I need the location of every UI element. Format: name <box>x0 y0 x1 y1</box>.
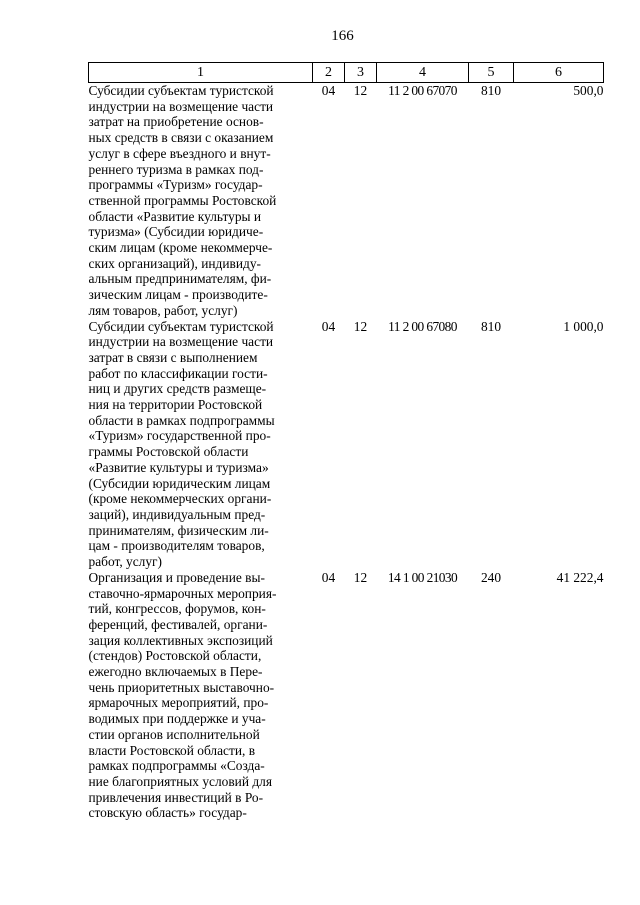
budget-table <box>88 62 604 821</box>
row-expense-type: 810 <box>480 83 502 98</box>
row-target-article: 11 2 00 67080 <box>388 318 457 334</box>
row-target-article: 14 1 00 21030 <box>387 569 458 585</box>
row-description: Организация и проведение вы- ставочно-ярмарочных мероприя- тий, конгрессов, форумов, кон- ференций, фестивалей, органи- зация коллективных экспозиций (стендов) Ростовской области, ежегодно включаемых в Пере- чень приоритетных выставочно- ярмарочных мероприятий, про- водимых при поддержке и уча- стии органов исполнительной власти Ростовской области, в рамках подпрограммы «Созда- ние благоприятных условий для привлечения инвестиций в Ро- стовскую область» государ- <box>88 569 277 821</box>
row-description: Субсидии субъектам туристской индустрии на возмещение части затрат на приобретение основ- ных средств в связи с оказанием услуг в сфере въездного и внут- реннего туризма в рамках под- программы «Туризм» государ- ственной программы Ростовской области «Развитие культуры и туризма» (Субсидии юридиче- ским лицам (кроме некоммерче- ских организаций), индивиду- альным предпринимателям, фи- зическим лицам - производите- лям товаров, работ, услуг) <box>88 83 277 318</box>
row-amount: 41 222,4 <box>556 569 604 585</box>
row-subsection: 12 <box>353 318 368 334</box>
row-expense-type: 240 <box>480 569 502 585</box>
row-subsection: 12 <box>353 83 368 98</box>
row-section: 04 <box>321 318 336 334</box>
column-header-section: 2 <box>313 63 345 83</box>
column-header-expense-type: 5 <box>469 63 514 83</box>
row-section: 04 <box>321 83 336 98</box>
table-header-row <box>89 63 604 83</box>
row-amount: 1 000,0 <box>563 318 604 334</box>
table-row <box>89 570 604 821</box>
column-header-name: 1 <box>89 63 313 83</box>
page-number: 166 <box>331 28 354 44</box>
column-header-subsection: 3 <box>345 63 377 83</box>
column-header-target-article: 4 <box>377 63 469 83</box>
column-header-amount: 6 <box>514 63 604 83</box>
row-section: 04 <box>321 569 336 585</box>
row-expense-type: 810 <box>480 318 502 334</box>
row-subsection: 12 <box>353 569 368 585</box>
row-amount: 500,0 <box>573 83 604 98</box>
table-row <box>89 83 604 319</box>
row-target-article: 11 2 00 67070 <box>388 83 457 98</box>
table-row <box>89 319 604 570</box>
row-description: Субсидии субъектам туристской индустрии на возмещение части затрат в связи с выполнением работ по классификации гости- ниц и других средств размеще- ния на территории Ростовской области в рамках подпрограммы «Туризм» государственной про- граммы Ростовской области «Развитие культуры и туризма» (Субсидии юридическим лицам (кроме некоммерческих органи- заций), индивидуальным пред- принимателям, физическим ли- цам - производителям товаров, работ, услуг) <box>88 318 275 570</box>
